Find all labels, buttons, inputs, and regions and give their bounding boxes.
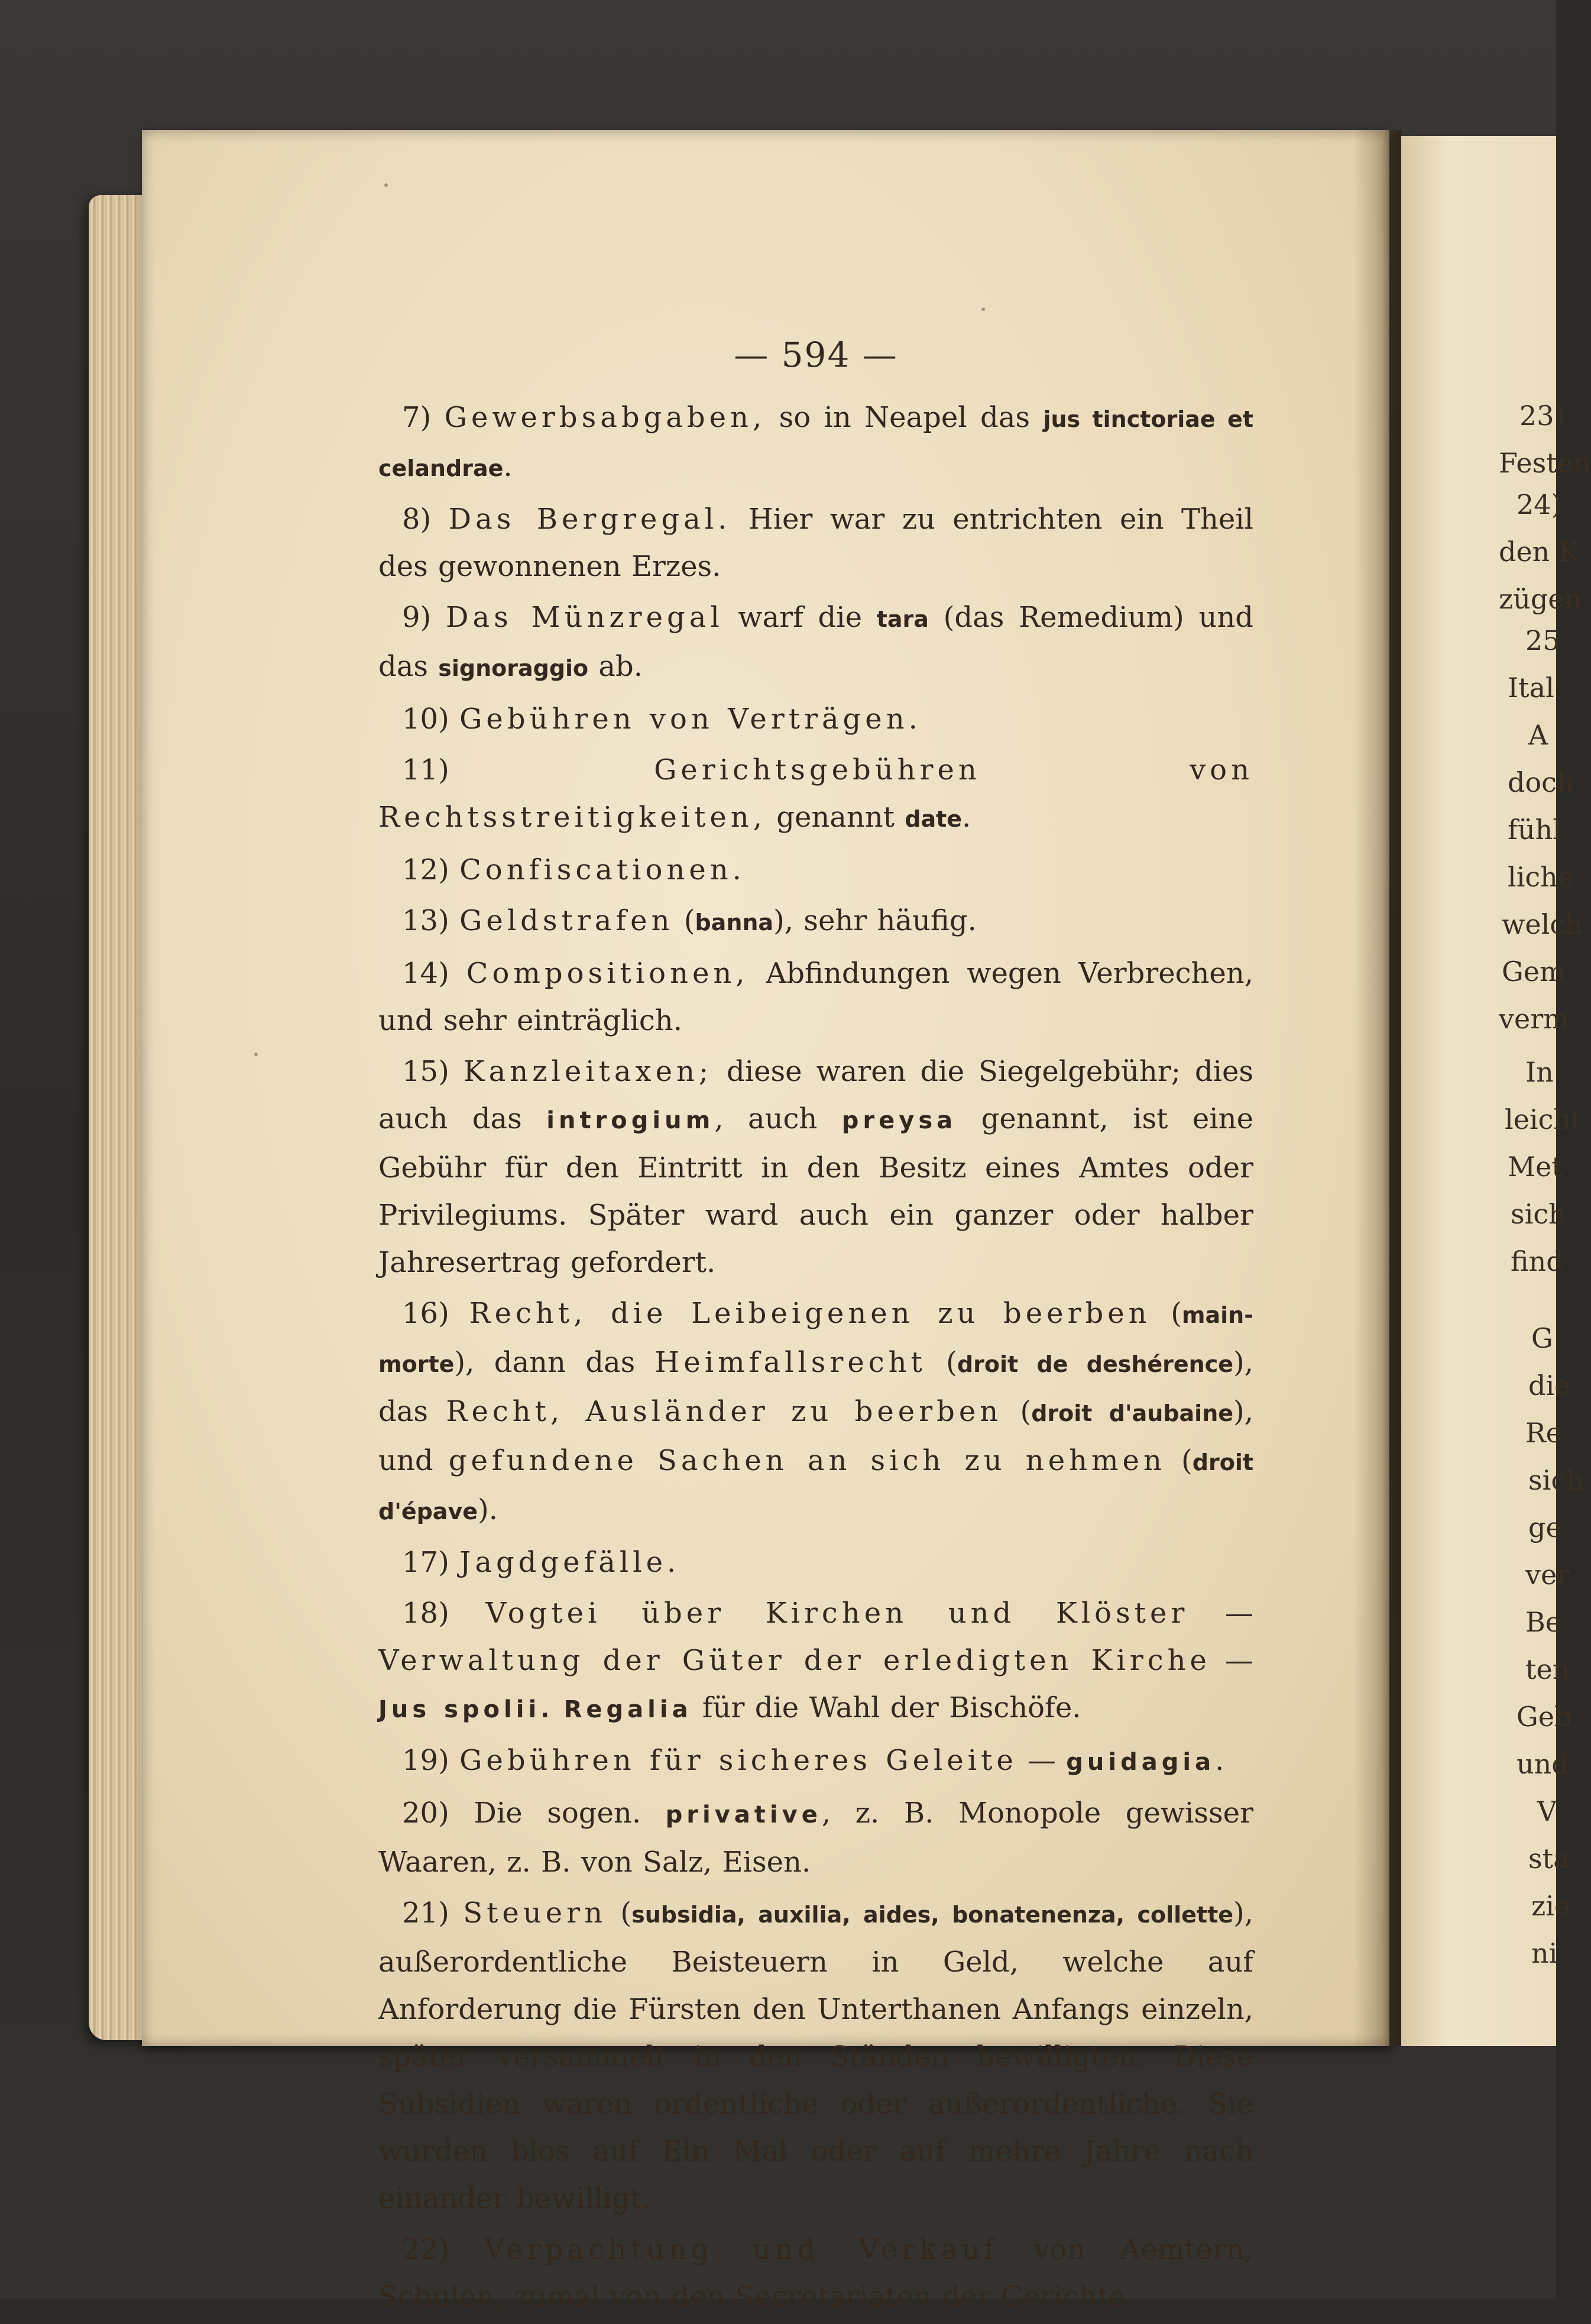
entry-number: 13): [402, 904, 449, 937]
entry-number: 16): [402, 1297, 449, 1330]
entry-8: [378, 496, 1253, 590]
entry-term: Confiscationen.: [459, 853, 746, 886]
entry-term: Kanzleitaxen;: [463, 1055, 713, 1088]
entry-text: , z. B. Monopole gewisser Waaren, z. B. von Salz, Eisen.: [378, 1797, 1253, 1879]
entry-term: Gewerbsabgaben,: [444, 401, 766, 434]
entry-number: 10): [402, 703, 449, 736]
entry-number: 17): [402, 1546, 449, 1579]
facing-fragment: G: [1531, 1322, 1553, 1354]
facing-fragment: Re: [1525, 1417, 1562, 1449]
facing-fragment: ten: [1525, 1653, 1570, 1685]
entry-text: für die Wahl der Bischöfe.: [692, 1691, 1081, 1724]
facing-fragment: Be: [1525, 1606, 1562, 1638]
facing-fragment: sich: [1528, 1464, 1584, 1496]
entry-text: (: [673, 904, 695, 937]
entry-text: .: [503, 450, 513, 483]
facing-fragment: ver: [1525, 1559, 1570, 1591]
entry-text: ), das: [378, 1346, 1254, 1428]
paper-speck: [254, 1053, 258, 1056]
entry-text: (: [1002, 1395, 1032, 1428]
entry-text: ), außerordentliche Beisteuern in Geld, welche auf Anforderung die Fürsten den Unterthanen Anfangs einzeln, später versammelt in den Ständen bewilligten. Diese Subsidien waren ordentliche oder außerordentliche. Sie wurden blos auf Ein Mal oder auf mehre Jahre nach einander bewilligt.: [378, 1896, 1254, 2215]
entry-number: 18): [402, 1597, 449, 1630]
facing-fragment: 25: [1525, 624, 1560, 656]
entry-text: [553, 1691, 563, 1724]
spaced-term: privative: [665, 1801, 822, 1828]
entry-number: 21): [402, 1896, 449, 1930]
entry-text: .: [1215, 1744, 1224, 1777]
entry-13: [378, 897, 1253, 946]
entry-number: 11): [402, 753, 449, 786]
entry-number: 22): [402, 2233, 449, 2266]
entry-text: (: [1151, 1297, 1182, 1330]
entry-7: [378, 394, 1253, 492]
spaced-term: Jus spolii.: [378, 1696, 554, 1723]
facing-fragment: Met: [1508, 1151, 1563, 1183]
entry-text: so in Neapel das: [766, 401, 1044, 434]
spaced-term: preysa: [841, 1107, 957, 1134]
spaced-term: Regalia: [563, 1696, 692, 1723]
entry-text: .: [962, 801, 971, 834]
entry-number: 19): [402, 1744, 449, 1777]
facing-fragment: Ital: [1508, 672, 1554, 704]
entry-term: Die sogen.: [474, 1797, 641, 1830]
entry-number: 12): [402, 853, 449, 886]
entry-15: [378, 1048, 1253, 1286]
facing-fragment: A: [1528, 719, 1548, 751]
book-gutter: [1354, 130, 1401, 2046]
entry-text: —: [1188, 1597, 1253, 1630]
latin-term: signoraggio: [438, 655, 589, 681]
facing-fragment: verm: [1499, 1003, 1569, 1035]
facing-fragment: Festen: [1499, 447, 1591, 479]
entry-text: genannt, ist eine Gebühr für den Eintritt in den Besitz eines Amtes oder Privilegiums. Später ward auch ein ganzer oder halber Jahresertrag gefordert.: [378, 1102, 1253, 1279]
entry-text: ).: [478, 1493, 498, 1526]
entry-term: Heimfallsrecht: [654, 1346, 926, 1379]
facing-fragment: 24): [1517, 488, 1562, 520]
spaced-term: guidagia: [1066, 1749, 1216, 1776]
latin-term: jus tinctoriae et celandrae: [378, 406, 1253, 481]
entry-18: [378, 1590, 1253, 1733]
facing-page: [1401, 136, 1591, 2046]
entry-text: ), sehr häufig.: [773, 904, 977, 937]
entry-text: genannt: [766, 801, 905, 834]
entry-20: [378, 1789, 1253, 1886]
entry-16: [378, 1290, 1253, 1535]
facing-fragment: leicht: [1505, 1103, 1582, 1135]
facing-fragment: sta: [1528, 1843, 1570, 1875]
entry-11: [378, 746, 1253, 843]
entry-21: [378, 1889, 1253, 2222]
entry-12: [378, 846, 1253, 894]
facing-fragment: In: [1525, 1056, 1554, 1088]
entry-text: diese waren die Siegelgebühr; dies auch das: [378, 1055, 1253, 1135]
entry-term: Gebühren für sicheres Geleite: [459, 1744, 1018, 1777]
entry-text: , auch: [714, 1102, 842, 1135]
entry-term: Verwaltung der Güter der erledigten Kirche: [378, 1644, 1211, 1677]
entry-term: Verpachtung und Verkauf: [484, 2233, 999, 2266]
entry-text: ab.: [588, 650, 643, 683]
latin-term: droit d'aubaine: [1031, 1400, 1234, 1426]
facing-fragment: welch: [1502, 908, 1583, 940]
facing-fragment: Geb: [1517, 1701, 1572, 1733]
entry-term: Das Münzregal: [445, 601, 724, 634]
entry-term: Recht, Ausländer zu beerben: [446, 1395, 1003, 1428]
facing-fragment: find: [1511, 1245, 1564, 1277]
facing-fragment: sich: [1511, 1198, 1566, 1230]
entry-number: 14): [402, 957, 449, 990]
entry-text: —: [1017, 1744, 1067, 1777]
latin-term: date: [905, 806, 963, 832]
entry-text: (: [1165, 1444, 1193, 1477]
facing-fragment: doch: [1508, 766, 1574, 798]
entry-term: Jagdgefälle.: [459, 1546, 681, 1579]
paper-speck: [981, 308, 985, 311]
facing-fragment: fühl: [1508, 814, 1561, 846]
entry-text: (: [926, 1346, 957, 1379]
paper-speck: [384, 183, 388, 187]
entry-14: [378, 950, 1253, 1044]
entry-text: von Aemtern, Schulen, zumal von den Secretariaten der Gerichte.: [378, 2233, 1254, 2313]
entry-text: (: [606, 1896, 632, 1930]
entry-text: warf die: [723, 601, 877, 634]
facing-fragment: 23): [1519, 400, 1565, 432]
entry-text: [641, 1797, 666, 1830]
entry-term: Das Bergregal.: [448, 503, 731, 536]
facing-fragment: zie: [1531, 1890, 1571, 1922]
entry-17: [378, 1539, 1253, 1586]
page-number: — 594 —: [734, 335, 898, 375]
latin-term: banna: [695, 909, 774, 936]
entry-term: Gerichtsgebühren von Rechtsstreitigkeiten,: [378, 753, 1253, 834]
entry-term: Geldstrafen: [459, 904, 674, 937]
facing-fragment: die: [1528, 1370, 1571, 1401]
latin-term: droit d'épave: [378, 1449, 1254, 1524]
facing-fragment: den K: [1499, 536, 1579, 568]
facing-fragment: Gem: [1502, 956, 1566, 988]
facing-fragment: V: [1537, 1795, 1557, 1827]
entry-number: 8): [402, 503, 432, 536]
entry-10: [378, 695, 1253, 743]
page-content: [378, 331, 1253, 2324]
facing-fragment: ni: [1531, 1937, 1558, 1969]
entry-text: Hier war zu entrichten ein Theil des gewonnenen Erzes.: [378, 503, 1254, 583]
entry-number: 15): [402, 1055, 449, 1088]
latin-term: droit de deshérence: [957, 1351, 1234, 1377]
entry-text: (das Remedium) und das: [378, 601, 1254, 683]
facing-fragment: liche: [1508, 861, 1574, 893]
entry-term: Vogtei über Kirchen und Klöster: [485, 1597, 1189, 1630]
latin-term: main-morte: [378, 1302, 1254, 1377]
entry-number: 20): [402, 1797, 449, 1830]
entry-text: Abfindungen wegen Verbrechen, und sehr einträglich.: [378, 957, 1253, 1037]
entry-term: Steuern: [463, 1896, 607, 1930]
entry-text: ), und: [378, 1395, 1253, 1477]
latin-term: subsidia, auxilia, aides, bonatenenza, collette: [631, 1902, 1234, 1928]
spaced-term: introgium: [546, 1107, 715, 1134]
latin-term: tara: [876, 606, 929, 632]
facing-fragment: ge: [1528, 1511, 1562, 1543]
entry-9: [378, 594, 1253, 692]
entry-text: —: [1210, 1644, 1253, 1677]
entry-term: Compositionen,: [466, 957, 749, 990]
entry-text: ), dann das: [454, 1346, 655, 1379]
facing-fragment: und: [1517, 1748, 1569, 1780]
facing-fragment: zügen: [1499, 583, 1582, 615]
entry-22: [378, 2226, 1253, 2320]
entry-term: Gebühren von Verträgen.: [459, 703, 922, 736]
entry-term: Recht, die Leibeigenen zu beerben: [469, 1297, 1151, 1330]
entry-term: gefundene Sachen an sich zu nehmen: [448, 1444, 1166, 1477]
entry-number: 9): [402, 601, 432, 634]
entry-19: [378, 1737, 1253, 1786]
entry-number: 7): [402, 401, 432, 434]
